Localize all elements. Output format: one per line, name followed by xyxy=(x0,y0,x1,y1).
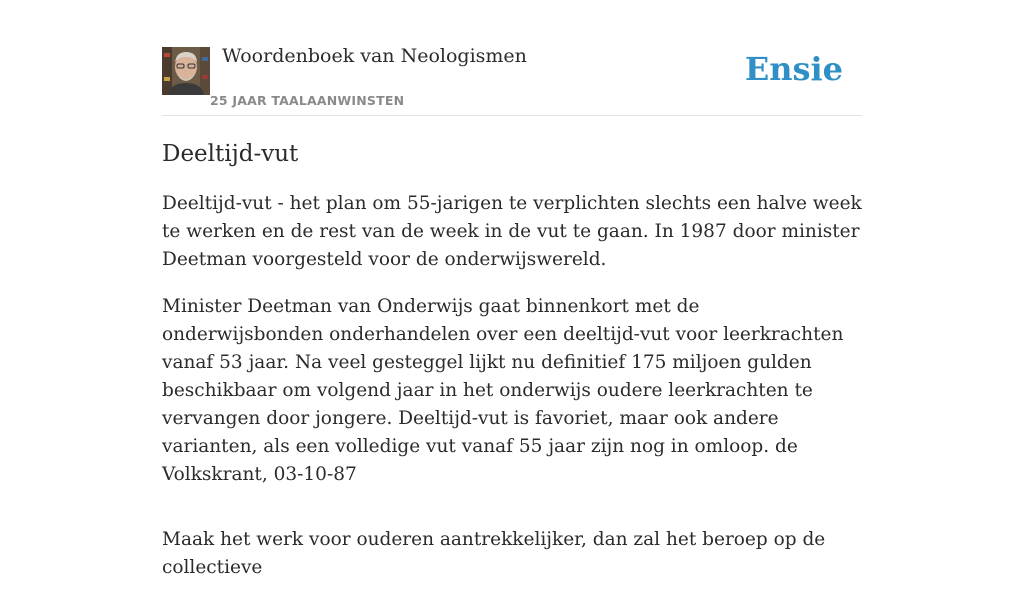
site-header xyxy=(162,44,862,116)
site-title[interactable]: Woordenboek van Neologismen xyxy=(222,45,527,67)
author-portrait-icon xyxy=(162,47,210,95)
entry-content xyxy=(162,138,864,601)
entry-quote-continued: Maak het werk voor ouderen aantrekkelijker, dan zal het beroep op de collectieve xyxy=(162,529,826,578)
entry-title: Deeltijd-vut xyxy=(162,141,299,167)
entry-definition: Deeltijd-vut - het plan om 55-jarigen te verplichten slechts een halve week te werken en de rest van de week in de vut te gaan. In 1987 door minister Deetman voorgesteld voor de onderwijswereld. xyxy=(162,193,862,270)
ensie-logo-link[interactable]: Ensie xyxy=(744,50,843,88)
site-subtitle: 25 JAAR TAALAANWINSTEN xyxy=(210,93,405,108)
entry-quote: Minister Deetman van Onderwijs gaat binnenkort met de onderwijsbonden onderhandelen over een deeltijd-vut voor leerkrachten vanaf 53 jaar. Na veel gesteggel lijkt nu definitief 175 miljoen gulden beschikbaar om volgend jaar in het onderwijs oudere leerkrachten te vervangen door jongere. Deeltijd-vut is favoriet, maar ook andere varianten, als een volledige vut vanaf 55 jaar zijn nog in omloop. de Volkskrant, 03-10-87 xyxy=(162,296,844,485)
author-avatar[interactable] xyxy=(162,47,210,95)
